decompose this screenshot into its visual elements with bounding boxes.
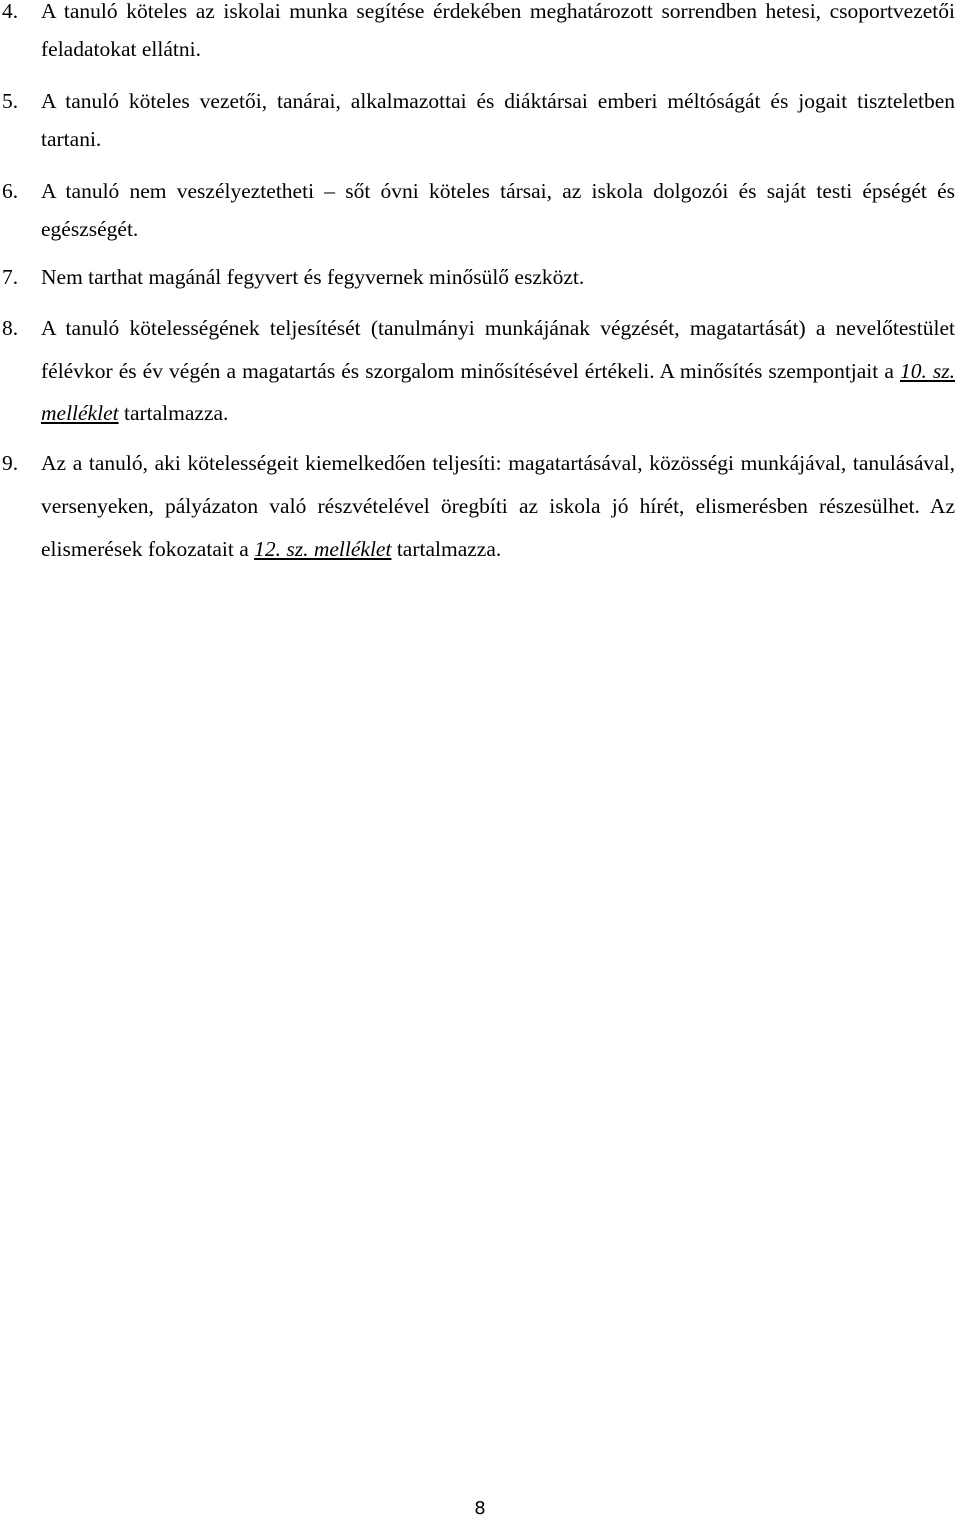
list-number: 7.	[2, 265, 19, 289]
list-number: 8.	[2, 316, 19, 340]
annex-reference-link[interactable]: 10. sz. melléklet	[41, 358, 956, 425]
list-item-text-start: A tanuló kötelességének teljesítését (tanulmányi munkájának végzését, magatartását) a nevelőtestület félévkor és év végén a magatartás és szorgalom minősítésével értékeli. A minősítés szempontjait a	[41, 316, 955, 383]
list-item-4	[0, 0, 955, 68]
list-item-9	[0, 442, 955, 571]
list-item-6	[0, 172, 955, 248]
list-item-text	[41, 307, 955, 435]
list-number: 5.	[2, 89, 19, 113]
list-item-text: A tanuló köteles vezetői, tanárai, alkalmazottai és diáktársai emberi méltóságát és jogait tiszteletben tartani.	[41, 89, 955, 151]
list-item-text-end: tartalmazza.	[118, 401, 229, 425]
list-item-7	[0, 258, 955, 296]
list-item-text-end: tartalmazza.	[391, 537, 502, 561]
list-item-text: A tanuló nem veszélyeztetheti – sőt óvni köteles társai, az iskola dolgozói és saját testi épségét és egészségét.	[41, 179, 955, 241]
list-item-text-start: Az a tanuló, aki kötelességeit kiemelkedően teljesíti: magatartásával, közösségi munkájával, tanulásával, versenyeken, pályázaton való részvételével öregbíti az iskola jó hírét, elismerésben részesülhet. Az elismerések fokozatait a	[41, 451, 955, 561]
page-number: 8	[474, 1498, 486, 1519]
list-item-8	[0, 307, 955, 435]
list-number: 4.	[2, 0, 19, 23]
list-item-text: A tanuló köteles az iskolai munka segítése érdekében meghatározott sorrendben hetesi, csoportvezetői feladatokat ellátni.	[41, 0, 955, 61]
list-number: 6.	[2, 179, 19, 203]
annex-reference-link[interactable]: 12. sz. melléklet	[254, 537, 392, 561]
list-number: 9.	[2, 451, 19, 475]
list-item-text	[41, 442, 955, 571]
list-item-text: Nem tarthat magánál fegyvert és fegyvernek minősülő eszközt.	[41, 265, 585, 289]
list-item-5	[0, 82, 955, 158]
